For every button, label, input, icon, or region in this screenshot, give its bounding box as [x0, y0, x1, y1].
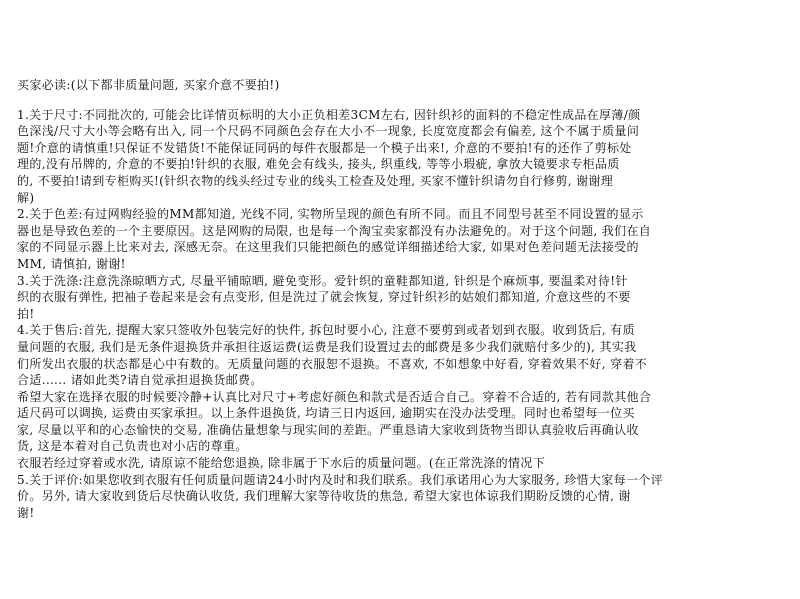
buyer-notice-document	[17, 77, 787, 521]
after-sales-line-2: 量问题的衣服, 我们是无条件退换货并承担往返运费(运费是我们设置过去的邮费是多少我们就赔付多少的), 其实我	[17, 339, 637, 354]
review-line-2: 价。另外, 请大家收到货后尽快确认收货, 我们理解大家等待收货的焦急, 希望大家也体谅我们期盼反馈的心情, 谢	[17, 489, 631, 504]
after-sales-line-5: 希望大家在选择衣服的时候要冷静+认真比对尺寸+考虑好颜色和款式是否适合自己。穿着不合适的, 若有同款其他合	[17, 389, 652, 404]
review-line-3: 谢!	[17, 505, 35, 520]
color-line-3: 家的不同显示器上比来对去, 深感无奈。在这里我们只能把颜色的感觉详细描述给大家, 如果对色差问题无法接受的	[17, 240, 639, 255]
notice-section-after-sales	[17, 322, 787, 471]
size-line-1: 1.关于尺寸:不同批次的, 可能会比详情页标明的大小正负相差3CM左右, 因针织衫的面料的不稳定性成品在厚薄/颜	[17, 107, 641, 122]
size-line-6: 解)	[17, 190, 35, 205]
notice-section-color	[17, 206, 787, 272]
color-line-4: MM, 请慎拍, 谢谢!	[17, 256, 126, 271]
after-sales-line-6: 适尺码可以调换, 运费由买家承担。以上条件退换货, 均请三日内返回, 逾期实在没办法受理。同时也希望每一位买	[17, 406, 635, 421]
color-line-2: 器也是导致色差的一个主要原因。这是网购的局限, 也是每一个淘宝卖家都没有办法避免的。对于这个问题, 我们在自	[17, 223, 652, 238]
washing-line-2: 织的衣服有弹性, 把袖子卷起来是会有点变形, 但是洗过了就会恢复, 穿过针织衫的姑娘们都知道, 介意这些的不要	[17, 290, 631, 305]
color-line-1: 2.关于色差:有过网购经验的MM都知道, 光线不同, 实物所呈现的颜色有所不同。而且不同型号甚至不同设置的显示	[17, 207, 644, 222]
washing-line-1: 3.关于洗涤:注意洗涤晾晒方式, 尽量平铺晾晒, 避免变形。爱针织的童鞋都知道, 针织是个麻烦事, 要温柔对待!针	[17, 273, 628, 288]
size-line-4: 理的,没有吊牌的, 介意的不要拍!针织的衣服, 难免会有线头, 接头, 织重线, 等等小瑕疵, 拿放大镜要求专柜品质	[17, 157, 620, 172]
review-line-1: 5.关于评价:如果您收到衣服有任何质量问题请24小时内及时和我们联系。我们承诺用心为大家服务, 珍惜大家每一个评	[17, 472, 663, 487]
notice-title: 买家必读:(以下都非质量问题, 买家介意不要拍!)	[17, 78, 280, 92]
size-line-2: 色深浅/尺寸大小等会略有出入, 同一个尺码不同颜色会存在大小不一现象, 长度宽度都会有偏差, 这个不属于质量问	[17, 124, 640, 139]
notice-section-size	[17, 107, 787, 207]
after-sales-line-8: 货, 这是本着对自己负责也对小店的尊重。	[17, 439, 248, 454]
notice-section-review	[17, 472, 787, 522]
after-sales-line-9: 衣服若经过穿着或水洗, 请原谅不能给您退换, 除非属于下水后的质量问题。(在正常洗涤的情况下	[17, 456, 546, 471]
after-sales-line-1: 4.关于售后:首先, 提醒大家只签收外包装完好的快件, 拆包时要小心, 注意不要剪到或者划到衣服。收到货后, 有质	[17, 323, 635, 338]
after-sales-line-7: 家, 尽量以平和的心态愉快的交易, 准确估量想象与现实间的差距。严重恳请大家收到货物当即认真验收后再确认收	[17, 422, 639, 437]
notice-section-washing	[17, 273, 787, 323]
size-line-5: 的, 不要拍!请到专柜购买!(针织衣物的线头经过专业的线头工检查及处理, 买家不懂针织请勿自行修剪, 谢谢理	[17, 173, 614, 188]
size-line-3: 题!介意的请慎重!只保证不发错货!不能保证同码的每件衣服都是一个模子出来!, 介意的不要拍!有的还作了剪标处	[17, 140, 632, 155]
after-sales-line-3: 们所发出衣服的状态都是心中有数的。无质量问题的衣服恕不退换。不喜欢, 不如想象中好看, 穿着效果不好, 穿着不	[17, 356, 648, 371]
after-sales-line-4: 合适.….. 诸如此类?请自觉承担退换货邮费。	[17, 373, 263, 388]
washing-line-3: 拍!	[17, 306, 35, 321]
